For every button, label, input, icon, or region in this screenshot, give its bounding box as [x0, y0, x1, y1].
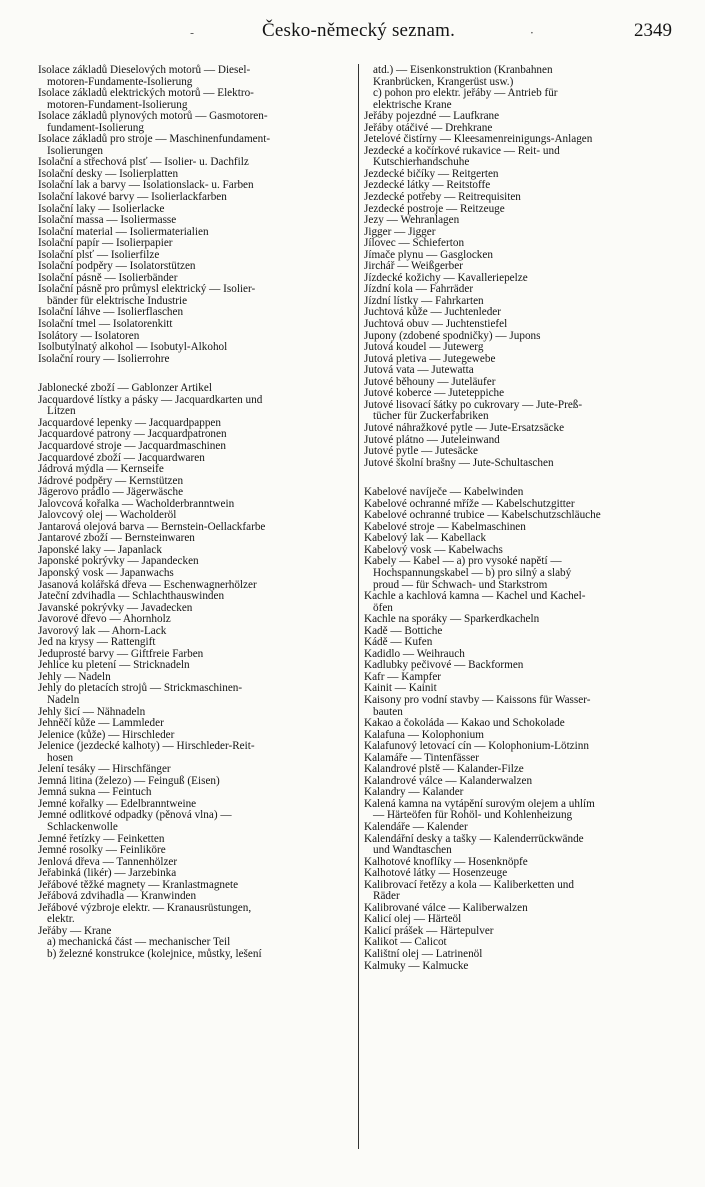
index-entry: Kalicí prášek — Härtepulver — [364, 924, 494, 937]
index-entry: Isolační a střechová plsť — Isolier- u. Dachfilz — [38, 156, 249, 169]
index-entry-continuation: und Wandtaschen — [373, 844, 452, 857]
index-entry: Isolační láhve — Isolierflaschen — [38, 306, 184, 319]
index-entry: Kalandry — Kalander — [364, 786, 464, 799]
index-entry: Jemné odlitkové odpadky (pěnová vlna) — — [38, 809, 232, 822]
index-entry: Jemné kořalky — Edelbranntweine — [38, 797, 197, 810]
index-entry: Kabely — Kabel — a) pro vysoké napětí — — [364, 555, 562, 568]
index-entry: Javanské pokrývky — Javadecken — [38, 601, 193, 614]
index-entry: Isolační pásně pro průmysl elektrický — Isolier- — [38, 283, 256, 296]
index-entry-continuation: c) pohon pro elektr. jeřáby — Antrieb für — [373, 87, 558, 100]
index-entry: Jízdní kola — Fahrräder — [364, 283, 474, 296]
index-entry: Jutová vata — Jutewatta — [364, 364, 474, 377]
index-entry: Isolační plsť — Isolierfilze — [38, 248, 160, 261]
index-entry: Kabelové ochranné mříže — Kabelschutzgitter — [364, 497, 575, 510]
index-entry: Isolace základů Dieselových motorů — Diesel- — [38, 64, 251, 76]
index-entry: Kabelové stroje — Kabelmaschinen — [364, 520, 526, 533]
index-entry: Jezdecké postroje — Reitzeuge — [364, 202, 505, 215]
index-entry: Japonský vosk — Japanwachs — [38, 566, 174, 579]
index-entry: Jehlice ku pletení — Stricknadeln — [38, 659, 190, 672]
index-entry: Jägerovo prádlo — Jägerwäsche — [38, 486, 184, 499]
index-entry: Javorový lak — Ahorn-Lack — [38, 624, 167, 637]
index-entry-continuation: a) mechanická část — mechanischer Teil — [47, 936, 231, 949]
index-entry: Jehly šicí — Nähnadeln — [38, 705, 146, 718]
index-entry: Isolační desky — Isolierplatten — [38, 167, 179, 180]
index-entry: Isolace základů elektrických motorů — Elektro- — [38, 87, 254, 100]
index-entry: Kachle na sporáky — Sparkerdkacheln — [364, 613, 540, 626]
index-entry: Kainit — Kainit — [364, 682, 437, 695]
index-entry: Kalafunový letovací cín — Kolophonium-Lötzinn — [364, 740, 589, 753]
section-gap — [364, 469, 674, 487]
index-entry: Jádrová mýdla — Kernseife — [38, 463, 164, 476]
index-entry-continuation: elektr. — [47, 913, 75, 926]
index-entry-continuation: Litzen — [47, 405, 76, 418]
index-entry: Jelenice (jezdecké kalhoty) — Hirschleder-Reit- — [38, 740, 255, 753]
index-entry: Isolační laky — Isolierlacke — [38, 202, 165, 215]
index-entry: Jeřábové výzbroje elektr. — Kranausrüstungen, — [38, 901, 252, 914]
index-entry: Kalištní olej — Latrinenöl — [364, 948, 483, 961]
index-entry-continuation: atd.) — Eisenkonstruktion (Kranbahnen — [373, 64, 553, 76]
index-entry: Isolační massa — Isoliermasse — [38, 214, 177, 227]
index-entry-continuation: elektrische Krane — [373, 98, 452, 111]
index-entry: Kabelové navíječe — Kabelwinden — [364, 486, 524, 499]
index-entry: Kadě — Bottiche — [364, 624, 443, 637]
index-entry: Isolační lakové barvy — Isolierlackfarben — [38, 191, 227, 204]
index-entry-continuation: Hochspannungskabel — b) pro silný a slabý — [373, 566, 572, 579]
index-entry: Jateční zdvihadla — Schlachthauswinden — [38, 590, 225, 603]
left-column — [38, 65, 353, 961]
index-entry: Kachle a kachlová kamna — Kachel und Kachel- — [364, 590, 586, 603]
index-entry: Isolační lak a barvy — Isolationslack- u. Farben — [38, 179, 254, 192]
index-entry: Jezdecké látky — Reitstoffe — [364, 179, 491, 192]
index-entry: Jehly — Nadeln — [38, 670, 111, 683]
index-entry: Kaisony pro vodní stavby — Kaissons für Wasser- — [364, 693, 591, 706]
page-number: 2349 — [634, 20, 672, 41]
index-entry: Kalibrované válce — Kaliberwalzen — [364, 901, 528, 914]
index-entry: Jemná litina (železo) — Feinguß (Eisen) — [38, 774, 220, 787]
index-entry: Kalmuky — Kalmucke — [364, 959, 469, 972]
index-entry: Jeřáby — Krane — [38, 924, 112, 937]
index-entry-continuation: motoren-Fundamente-Isolierung — [47, 75, 193, 88]
index-entry: Jutové pytle — Jutesäcke — [364, 445, 479, 458]
index-entry: Jeřábová zdvihadla — Kranwinden — [38, 890, 197, 903]
page-header — [0, 14, 705, 48]
index-entry: Kalhotové látky — Hosenzeuge — [364, 867, 508, 880]
index-entry: Jeřáby otáčivé — Drehkrane — [364, 121, 493, 134]
index-entry-continuation: Schlackenwolle — [47, 821, 118, 833]
index-entry-continuation: motoren-Fundament-Isolierung — [47, 98, 188, 111]
index-entry: Kalibrovací řetězy a kola — Kaliberketten und — [364, 878, 574, 891]
index-entry: Jemné rosolky — Feinliköre — [38, 844, 166, 857]
index-entry: Jezdecké a kočírkové rukavice — Reit- und — [364, 144, 560, 157]
index-entry: Jezy — Wehranlagen — [364, 214, 460, 227]
index-entry: Jeřabinká (likér) — Jarzebinka — [38, 867, 177, 880]
index-entry: Jupony (zdobené spodničky) — Jupons — [364, 329, 541, 342]
index-entry: Japonské pokrývky — Japandecken — [38, 555, 199, 568]
index-entry: Juchtová obuv — Juchtenstiefel — [364, 318, 508, 331]
index-entry-continuation: bauten — [373, 705, 403, 718]
index-entry: Kadidlo — Weihrauch — [364, 647, 465, 660]
index-entry: Jeduprosté barvy — Giftfreie Farben — [38, 647, 204, 660]
index-entry: Jantarová olejová barva — Bernstein-Oellackfarbe — [38, 520, 266, 533]
index-entry: Isolační roury — Isolierrohre — [38, 352, 170, 365]
index-entry: Jutové koberce — Juteteppiche — [364, 387, 505, 400]
index-entry: Jenlová dřeva — Tannenhölzer — [38, 855, 178, 868]
index-entry-continuation: Nadeln — [47, 693, 80, 706]
index-entry: Jantarové zboží — Bernsteinwaren — [38, 532, 195, 545]
index-entry: Kalendáře — Kalender — [364, 821, 468, 833]
index-entry: Jeřáby pojezdné — Laufkrane — [364, 110, 500, 123]
index-entry: Jutová koudel — Jutewerg — [364, 341, 484, 354]
index-entry: Kakao a čokoláda — Kakao und Schokolade — [364, 717, 565, 730]
index-entry-continuation: fundament-Isolierung — [47, 121, 144, 134]
index-entry: Jutové náhražkové pytle — Jute-Ersatzsäcke — [364, 421, 565, 434]
header-dash-mark: - — [190, 26, 195, 40]
index-entry: Jirchář — Weißgerber — [364, 260, 463, 273]
index-entry-continuation: öfen — [373, 601, 393, 614]
page-title: Česko-německý seznam. — [262, 20, 456, 41]
index-entry: Isolační papír — Isolierpapier — [38, 237, 173, 250]
index-entry: Kádě — Kufen — [364, 636, 433, 649]
index-entry-continuation: proud — für Schwach- und Starkstrom — [373, 578, 548, 591]
index-entry-continuation: hosen — [47, 751, 74, 764]
index-entry-continuation: Räder — [373, 890, 400, 903]
index-entry: Jasanová kolářská dřeva — Eschenwagnerhölzer — [38, 578, 257, 591]
index-entry: Kalhotové knoflíky — Hosenknöpfe — [364, 855, 528, 868]
index-entry: Jezdecké bičíky — Reitgerten — [364, 167, 499, 180]
index-entry: Kalafuna — Kolophonium — [364, 728, 484, 741]
section-gap — [38, 365, 353, 383]
index-entry: Isolační pásně — Isolierbänder — [38, 271, 178, 284]
index-entry: Isolační tmel — Isolatorenkitt — [38, 318, 173, 331]
index-entry: Isolace základů plynových motorů — Gasmotoren- — [38, 110, 268, 123]
index-entry: Jutové plátno — Juteleinwand — [364, 433, 500, 446]
index-entry: Jacquardové patrony — Jacquardpatronen — [38, 428, 227, 441]
index-entry: Jablonecké zboží — Gablonzer Artikel — [38, 382, 212, 395]
index-entry: Kafr — Kampfer — [364, 670, 442, 683]
index-entry-continuation: b) železné konstrukce (kolejnice, můstky, lešení — [47, 948, 262, 961]
index-entry: Jehly do pletacích strojů — Strickmaschinen- — [38, 682, 243, 695]
index-entry: Juchtová kůže — Juchtenleder — [364, 306, 501, 319]
right-column — [364, 65, 674, 972]
index-entry: Jacquardové zboží — Jacquardwaren — [38, 451, 205, 464]
index-entry: Kabelové ochranné trubice — Kabelschutzschläuche — [364, 509, 601, 522]
index-entry: Jacquardové stroje — Jacquardmaschinen — [38, 439, 226, 452]
index-entry: Jutové lisovací šátky po cukrovary — Jute-Preß- — [364, 398, 583, 411]
index-entry: Kalená kamna na vytápění surovým olejem a uhlím — [364, 797, 595, 810]
index-entry: Isolační podpěry — Isolatorstützen — [38, 260, 196, 273]
index-entry: Jemná sukna — Feintuch — [38, 786, 152, 799]
index-entry-continuation: Kranbrücken, Krangerüst usw.) — [373, 75, 514, 88]
index-entry: Jelenice (kůže) — Hirschleder — [38, 728, 175, 741]
index-entry: Jetelové čistírny — Kleesamenreinigungs-Anlagen — [364, 133, 593, 146]
index-entry: Isolace základů pro stroje — Maschinenfundament- — [38, 133, 271, 146]
index-entry-continuation: bänder für elektrische Industrie — [47, 294, 188, 307]
index-entry: Kalandrové plstě — Kalander-Filze — [364, 763, 524, 776]
index-entry: Jacquardové lístky a pásky — Jacquardkarten und — [38, 393, 263, 406]
index-entry: Kabelový vosk — Kabelwachs — [364, 543, 503, 556]
index-entry: Jalovcový olej — Wacholderöl — [38, 509, 177, 522]
header-dash-mark: · — [530, 26, 534, 40]
index-entry-continuation: Isolierungen — [47, 144, 103, 157]
column-divider — [358, 64, 359, 1149]
index-entry: Isolátory — Isolatoren — [38, 329, 140, 342]
index-entry: Javorové dřevo — Ahornholz — [38, 613, 171, 626]
index-entry: Jacquardové lepenky — Jacquardpappen — [38, 416, 221, 429]
index-entry: Jemné řetízky — Feinketten — [38, 832, 165, 845]
index-entry: Kalandrové válce — Kalanderwalzen — [364, 774, 533, 787]
index-entry: Jeřábové těžké magnety — Kranlastmagnete — [38, 878, 239, 891]
index-entry: Kalikot — Calicot — [364, 936, 447, 949]
index-entry: Jelení tesáky — Hirschfänger — [38, 763, 171, 776]
index-entry: Kadlubky pečivové — Backformen — [364, 659, 524, 672]
index-entry: Kalamáře — Tintenfässer — [364, 751, 479, 764]
index-entry: Kalendářní desky a tašky — Kalenderrückwände — [364, 832, 584, 845]
index-entry: Jímače plynu — Gasglocken — [364, 248, 493, 261]
index-entry: Jed na krysy — Rattengift — [38, 636, 156, 649]
index-entry: Jutové školní brašny — Jute-Schultaschen — [364, 456, 554, 469]
index-entry: Japonské laky — Japanlack — [38, 543, 162, 556]
index-entry: Isolační material — Isoliermaterialien — [38, 225, 209, 238]
index-entry: Jehněčí kůže — Lammleder — [38, 717, 164, 730]
index-entry: Isolbutylnatý alkohol — Isobutyl-Alkohol — [38, 341, 228, 354]
index-entry-continuation: Kutschierhandschuhe — [373, 156, 470, 169]
index-entry: Jigger — Jigger — [364, 225, 436, 238]
index-entry: Jutové běhouny — Juteläufer — [364, 375, 496, 388]
index-entry: Jezdecké potřeby — Reitrequisiten — [364, 191, 521, 204]
index-entry: Jízdní lístky — Fahrkarten — [364, 294, 484, 307]
index-entry: Jádrové podpěry — Kernstützen — [38, 474, 184, 487]
index-entry: Kabelový lak — Kabellack — [364, 532, 487, 545]
index-entry: Jalovcová kořalka — Wacholderbranntwein — [38, 497, 235, 510]
index-entry: Jízdecké kožichy — Kavalleriepelze — [364, 271, 528, 284]
index-entry: Kalicí olej — Härteöl — [364, 913, 462, 926]
index-entry: Jílovec — Schieferton — [364, 237, 465, 250]
index-entry-continuation: — Härteöfen für Rohöl- und Kohlenheizung — [373, 809, 573, 822]
index-entry: Jutová pletiva — Jutegewebe — [364, 352, 496, 365]
index-entry-continuation: tücher für Zuckerfabriken — [373, 410, 489, 423]
